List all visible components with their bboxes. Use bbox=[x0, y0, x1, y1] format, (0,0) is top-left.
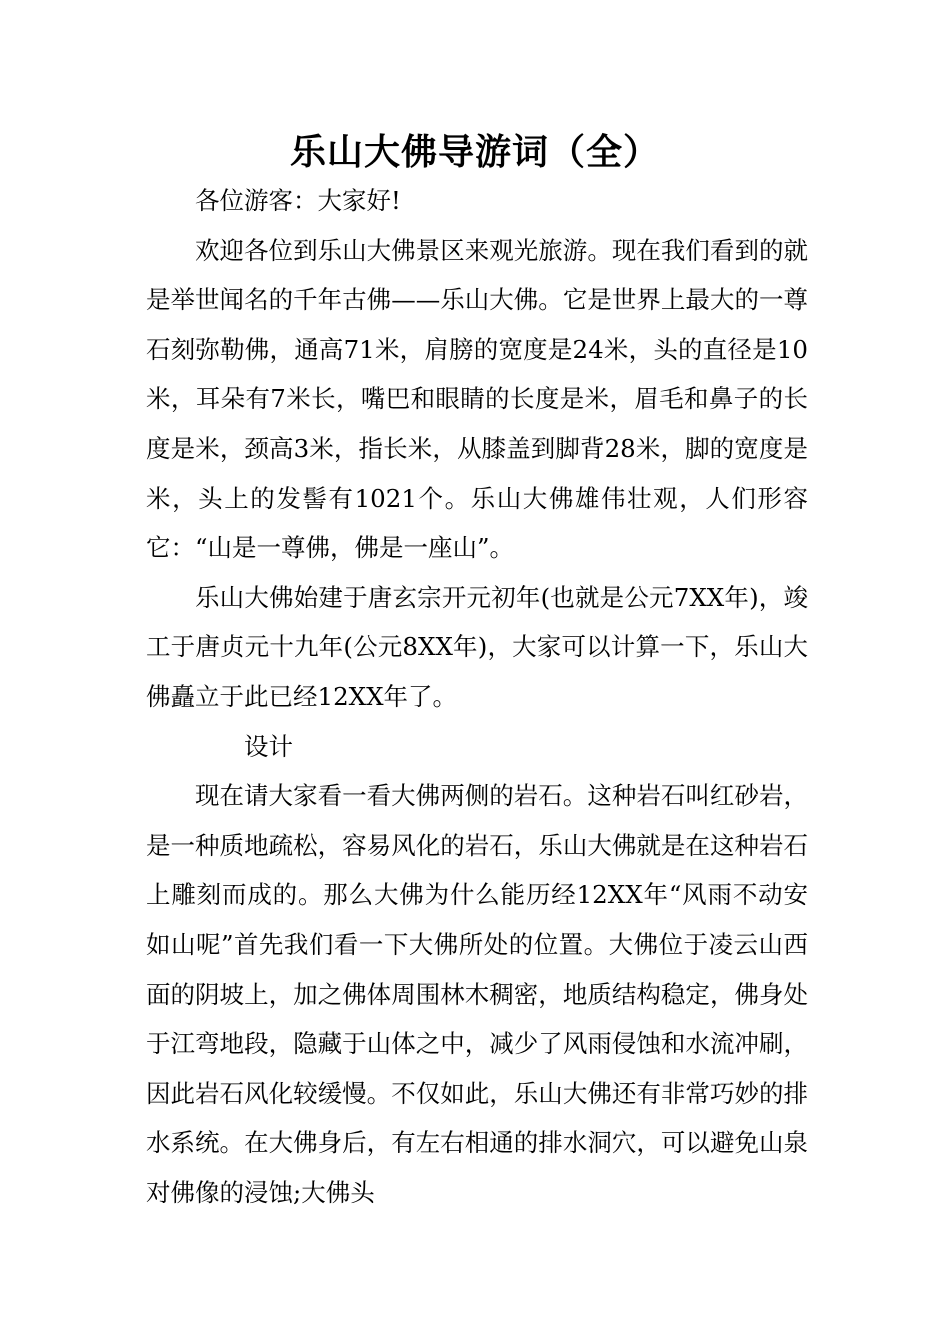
section-heading: 设计 bbox=[244, 731, 293, 761]
document-body bbox=[146, 176, 808, 1217]
history-paragraph: 乐山大佛始建于唐玄宗开元初年(也就是公元7XX年)，竣工于唐贞元十九年(公元8XX年)，大家可以计算一下，乐山大佛矗立于此已经12XX年了。 bbox=[146, 582, 808, 711]
greeting-paragraph: 各位游客：大家好! bbox=[195, 186, 401, 215]
intro-paragraph: 欢迎各位到乐山大佛景区来观光旅游。现在我们看到的就是举世闻名的千年古佛——乐山大佛。它是世界上最大的一尊石刻弥勒佛，通高71米，肩膀的宽度是24米，头的直径是10米，耳朵有7米长，嘴巴和眼睛的长度是米，眉毛和鼻子的长度是米，颈高3米，指长米，从膝盖到脚背28米，脚的宽度是米，头上的发髻有1021个。乐山大佛雄伟壮观，人们形容它：“山是一尊佛，佛是一座山”。 bbox=[146, 235, 808, 563]
rock-paragraph: 现在请大家看一看大佛两侧的岩石。这种岩石叫红砂岩，是一种质地疏松，容易风化的岩石，乐山大佛就是在这种岩石上雕刻而成的。那么大佛为什么能历经12XX年“风雨不动安如山呢”首先我们看一下大佛所处的位置。大佛位于凌云山西面的阴坡上，加之佛体周围林木稠密，地质结构稳定，佛身处于江弯地段，隐藏于山体之中，减少了风雨侵蚀和水流冲刷，因此岩石风化较缓慢。不仅如此，乐山大佛还有非常巧妙的排水系统。在大佛身后，有左右相通的排水洞穴，可以避免山泉对佛像的浸蚀;大佛头 bbox=[146, 781, 808, 1207]
document-title: 乐山大佛导游词（全） bbox=[289, 131, 660, 173]
